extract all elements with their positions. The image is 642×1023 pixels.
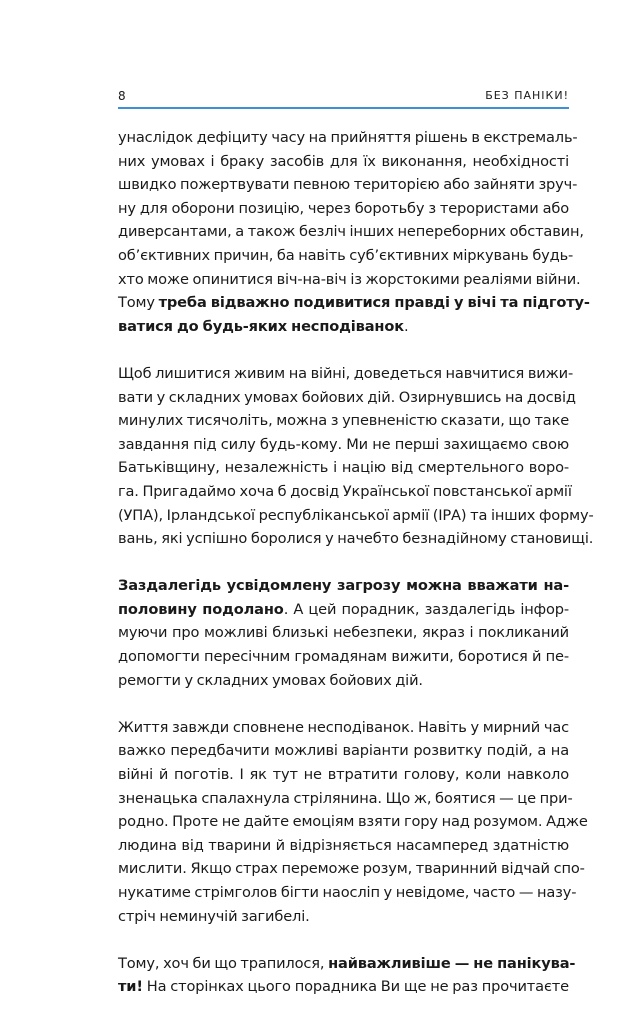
text-line: [118, 527, 594, 551]
text-line: [118, 126, 578, 150]
text-line: [118, 834, 569, 858]
text-line: [118, 456, 569, 480]
text-run: зненацька спалахнула стрілянина. Що ж, боятися — це при-: [118, 789, 573, 807]
text-line: [118, 787, 573, 811]
text-line: [118, 669, 569, 693]
text-run: стріч неминучій загибелі.: [118, 907, 310, 925]
text-run: . А цей порадник, заздалегідь інфор-: [283, 600, 569, 618]
text-line: [118, 268, 581, 292]
text-line: [118, 386, 576, 410]
header-rule: [118, 107, 569, 109]
text-line: [118, 905, 569, 929]
text-run: хто може опинитися віч-на-віч із жорстокими реаліями війни.: [118, 270, 581, 288]
body-text: [118, 126, 594, 1023]
text-run: .: [403, 317, 409, 335]
text-run: мислити. Якщо страх переможе розум, тваринний відчай спо-: [118, 860, 585, 878]
text-line: [118, 244, 574, 268]
text-line: [118, 598, 569, 622]
text-run: нукатиме стрімголов бігти наосліп у невідоме, часто — назу-: [118, 884, 577, 901]
text-line: [118, 315, 569, 339]
text-run: них умовах і браку засобів для їх виконання, необхідності: [118, 152, 569, 170]
bold-text: Заздалегідь усвідомлену загрозу можна вважати на-: [118, 577, 569, 595]
text-line: [118, 621, 569, 645]
text-line: [118, 409, 569, 433]
text-run: Батьківщину, незалежність і націю від смертельного воро-: [118, 459, 569, 477]
text-line: [118, 739, 569, 763]
page-number: 8: [118, 89, 127, 103]
bold-text: ватися до будь-яких несподіванок: [118, 317, 404, 335]
running-title: БЕЗ ПАНІКИ!: [485, 89, 569, 102]
text-run: війні й поготів. І як тут не втратити голову, коли навколо: [118, 766, 569, 784]
text-line: [118, 150, 569, 174]
text-line: [118, 952, 576, 976]
text-run: минулих тисячоліть, можна з упевненістю сказати, що таке: [118, 412, 570, 430]
paragraph: [118, 952, 576, 999]
text-run: (УПА), Ірландської республіканської армії (ІРА) та інших форму-: [118, 506, 594, 524]
bold-text: половину подолано: [118, 600, 284, 618]
bold-text: найважливіше — не панікува-: [328, 954, 576, 972]
text-run: ремогти у складних умовах бойових дій.: [118, 671, 423, 689]
text-run: унаслідок дефіциту часу на прийняття рішень в екстремаль-: [118, 129, 578, 146]
text-line: [118, 220, 584, 244]
text-run: вань, які успішно боролися у начебто безнадійному становищі.: [118, 530, 594, 548]
text-line: [118, 197, 569, 221]
text-run: важко передбачити можливі варіанти розвитку подій, а на: [118, 742, 569, 760]
text-run: диверсантами, а також безліч інших непереборних обставин,: [118, 223, 584, 241]
text-run: швидко пожертвувати певною територією або зайняти зруч-: [118, 176, 578, 194]
text-line: [118, 291, 590, 315]
text-line: [118, 763, 569, 787]
text-run: Тому: [118, 294, 159, 312]
text-run: родно. Проте не дайте емоціям взяти гору над розумом. Адже: [118, 813, 588, 831]
text-line: [118, 810, 588, 834]
text-line: [118, 362, 574, 386]
text-run: вати у складних умовах бойових дій. Озирнувшись на досвід: [118, 388, 576, 406]
text-run: Щоб лишитися живим на війні, доведеться навчитися вижи-: [118, 364, 574, 382]
text-line: [118, 645, 569, 669]
bold-text: треба відважно подивитися правді у вічі та підготу-: [158, 294, 590, 312]
text-line: [118, 433, 569, 457]
text-run: Тому, хоч би що трапилося,: [118, 954, 329, 972]
paragraph: [118, 574, 569, 692]
text-run: людина від тварини й відрізняється насамперед здатністю: [118, 836, 569, 854]
page-header: [118, 89, 569, 111]
text-line: [118, 480, 572, 504]
text-run: муючи про можливі близькі небезпеки, якраз і покликаний: [118, 624, 569, 642]
paragraph: [118, 716, 588, 928]
text-run: Життя завжди сповнене несподіванок. Навіть у мирний час: [118, 718, 569, 736]
text-run: об’єктивних причин, ба навіть суб’єктивних міркувань будь-: [118, 246, 574, 264]
text-line: [118, 881, 577, 905]
text-line: [118, 173, 578, 197]
text-run: га. Пригадаймо хоча б досвід Української повстанської армії: [118, 482, 572, 500]
bold-text: ти!: [118, 978, 143, 996]
text-run: завдання під силу будь-кому. Ми не перші захищаємо свою: [118, 435, 569, 453]
paragraph: [118, 362, 594, 551]
text-run: ну для оборони позицію, через боротьбу з терористами або: [118, 199, 569, 217]
paragraph: [118, 126, 590, 338]
text-line: [118, 975, 569, 999]
text-line: [118, 504, 594, 528]
text-line: [118, 716, 569, 740]
text-line: [118, 857, 585, 881]
text-run: На сторінках цього порадника Ви ще не раз прочитаєте: [142, 978, 569, 996]
text-run: допомогти пересічним громадянам вижити, боротися й пе-: [118, 648, 569, 666]
text-line: [118, 574, 569, 598]
